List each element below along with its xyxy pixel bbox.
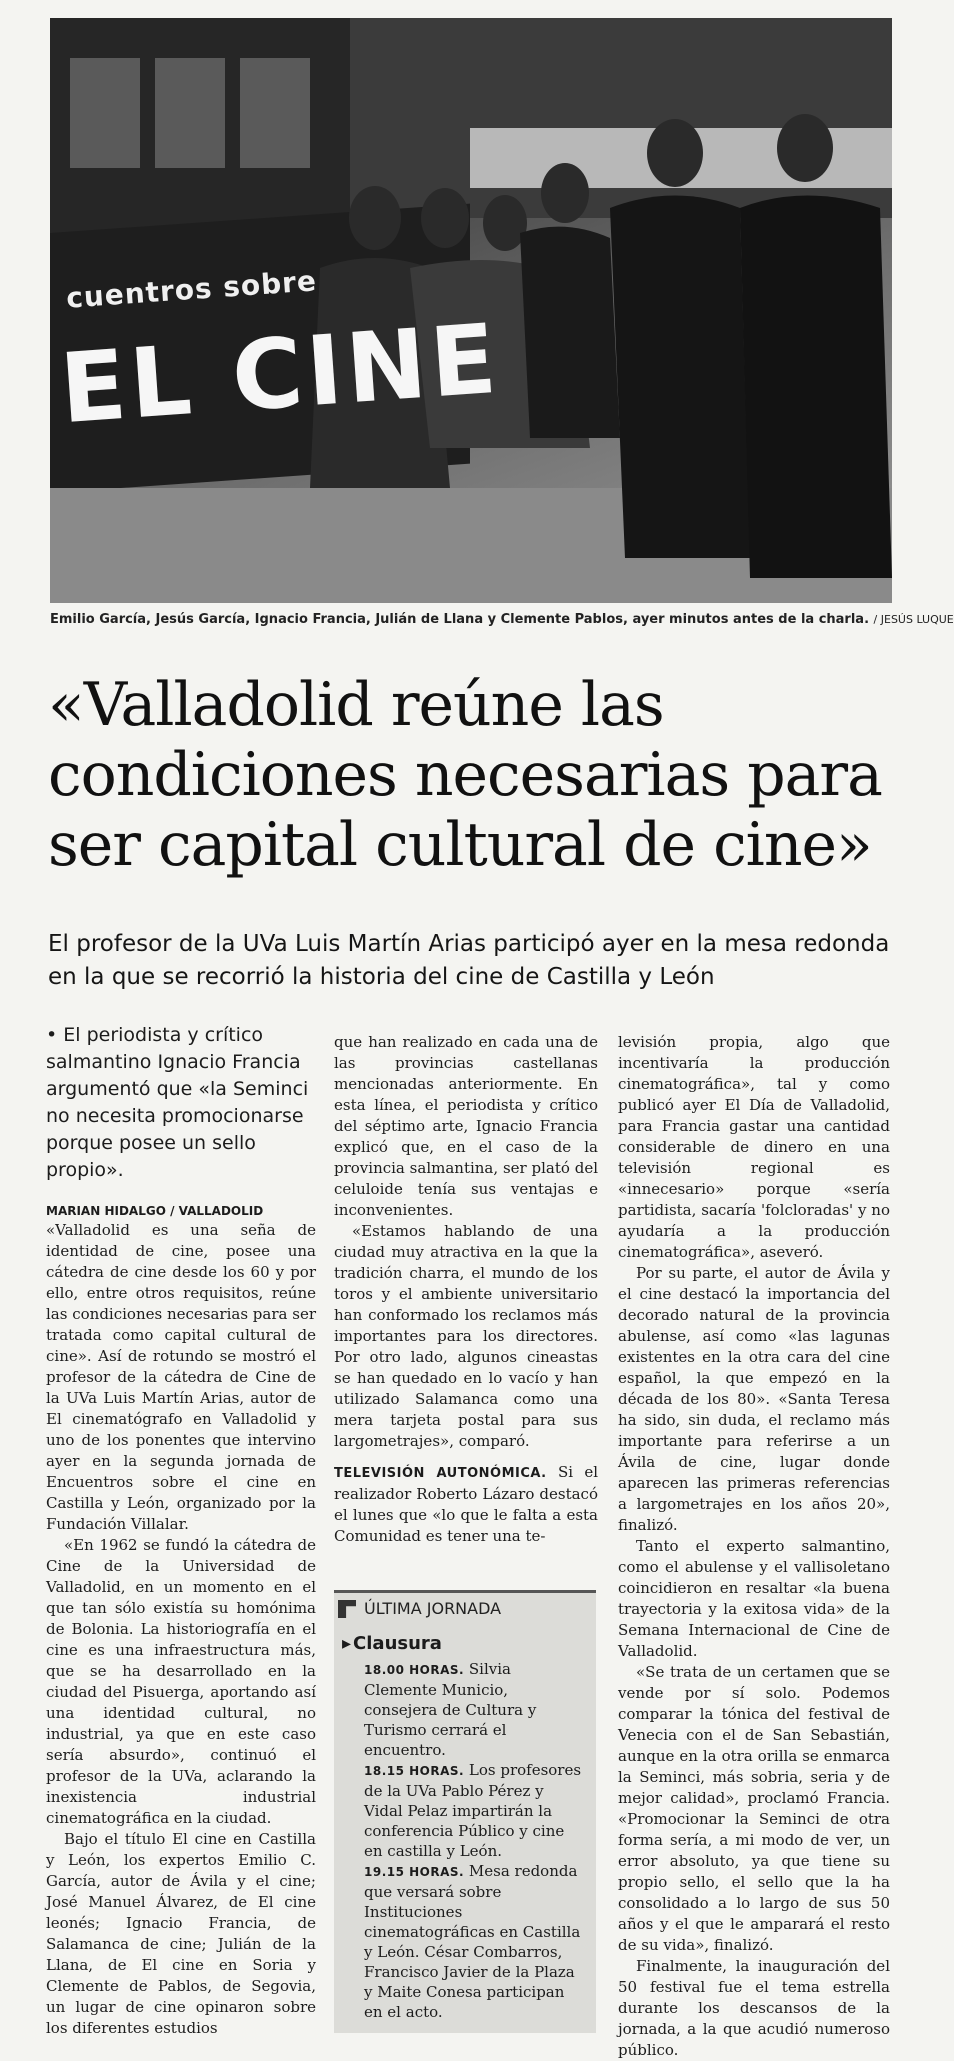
calendar-icon (338, 1600, 356, 1618)
schedule-text: Mesa redonda que versará sobre Instituciones cinematográficas en Castilla y León. César Combarros, Francisco Javier de la Plaza y Maite Conesa participan en el acto. (364, 1862, 581, 2021)
column-3 (618, 1032, 890, 2061)
photo-credit: / JESÚS LUQUE (873, 613, 954, 626)
paragraph: Por su parte, el autor de Ávila y el cine destacó la importancia del decorado natural de la provincia abulense, así como «las lagunas existentes en la otra cara del cine español, la que empezó en la década de los 80». «Santa Teresa ha sido, sin duda, el reclamo más importante para referirse a un Ávila de cine, lugar donde aparecen las primeras referencias a largometrajes en los años 20», finalizó. (618, 1264, 890, 1534)
column-1 (46, 1022, 316, 2039)
paragraph: «En 1962 se fundó la cátedra de Cine de la Universidad de Valladolid, en un momento en el que tan sólo existía su homónima de Bolonia. La historiografía en el cine es una infraestructura más, que se ha desarrollado en la ciudad del Pisuerga, aportando así una identidad cultural, no industrial, ya que en este caso sería absurdo», continuó el profesor de la UVa, aclarando la inexistencia industrial cinematográfica en la ciudad. (46, 1536, 316, 1827)
paragraph: levisión propia, algo que incentivaría la producción cinematográfica», tal y como publicó ayer El Día de Valladolid, para Francia gastar una cantidad considerable de dinero en una televisión regional es «innecesario» porque «sería partidista, sacaría 'folcloradas' y no ayudaría a la producción cinematográfica», aseveró. (618, 1033, 890, 1261)
schedule-item (364, 1861, 586, 2022)
paragraph: «Valladolid es una seña de identidad de cine, posee una cátedra de cine desde los 60 y por ello, entre otros requisitos, reúne las condiciones necesarias para ser tratada como capital cultural de cine». Así de rotundo se mostró el profesor de la cátedra de Cine de la UVa Luis Martín Arias, autor de El cinematógrafo en Valladolid y uno de los ponentes que intervino ayer en la segunda jornada de Encuentros sobre el cine en Castilla y León, organizado por la Fundación Villalar. (46, 1221, 316, 1533)
schedule-time: 18.00 HORAS. (364, 1663, 465, 1677)
lead-summary: • El periodista y crítico salmantino Ignacio Francia argumentó que «la Seminci no necesita promocionarse porque posee un sello propio». (46, 1024, 309, 1181)
photo-sign-large: EL CINE (56, 302, 504, 446)
schedule-item (364, 1760, 586, 1861)
paragraph: «Estamos hablando de una ciudad muy atractiva en la que la tradición charra, el mundo de los toros y el ambiente universitario han conformado los reclamos más importantes para los directores. Por otro lado, algunos cineastas se han quedado en lo vacío y han utilizado Salamanca como una mera tarjeta postal para sus largometrajes», comparó. (334, 1222, 598, 1450)
kicker-text: Si el realizador Roberto Lázaro destacó el lunes que «lo que le falta a esta Comunidad es tener una te- (334, 1463, 599, 1545)
schedule-text: Los profesores de la UVa Pablo Pérez y Vidal Pelaz impartirán la conferencia Público y cine en castilla y León. (364, 1761, 582, 1860)
paragraph-with-kicker (334, 1462, 598, 1547)
schedule-text: Silvia Clemente Municio, consejera de Cultura y Turismo cerrará el encuentro. (364, 1660, 537, 1759)
paragraph: «Se trata de un certamen que se vende por sí solo. Podemos comparar la tónica del festival de Venecia con el de San Sebastián, aunque en la otra orilla se enmarca la Seminci, más sobria, seria y de mejor calidad», proclamó Francia. «Promocionar la Seminci de otra forma sería, a mi modo de ver, un error absoluto, ya que tiene su propio sello, el sello que la ha consolidado a lo largo de sus 50 años y el que le amparará el resto de su vida», finalizó. (618, 1663, 890, 1954)
schedule-time: 18.15 HORAS. (364, 1764, 465, 1778)
schedule-time: 19.15 HORAS. (364, 1865, 465, 1879)
sidebar-subtitle: ▸ Clausura (342, 1633, 442, 1654)
sidebar-box (334, 1590, 596, 2033)
paragraph: Tanto el experto salmantino, como el abulense y el vallisoletano coincidieron en resaltar «la buena trayectoria y la exitosa vida» de la Semana Internacional de Cine de Valladolid. (618, 1537, 890, 1660)
column-2 (334, 1032, 598, 1547)
subheadline: El profesor de la UVa Luis Martín Arias participó ayer en la mesa redonda en la que se recorrió la historia del cine de Castilla y León (48, 931, 890, 990)
section-kicker: TELEVISIÓN AUTONÓMICA. (334, 1466, 547, 1481)
sidebar-title-text: ÚLTIMA JORNADA (364, 1599, 502, 1618)
caption-text: Emilio García, Jesús García, Ignacio Francia, Julián de Llana y Clemente Pablos, ayer minutos antes de la charla. (50, 612, 870, 627)
schedule-item (364, 1659, 586, 1760)
sidebar-title (334, 1597, 596, 1621)
paragraph: que han realizado en cada una de las provincias castellanas mencionadas anteriormente. En esta línea, el periodista y crítico del séptimo arte, Ignacio Francia explicó que, en el caso de la provincia salmantina, ser plató del celuloide tenía sus ventajas e inconvenientes. (334, 1033, 598, 1219)
paragraph: Bajo el título El cine en Castilla y León, los expertos Emilio C. García, autor de Ávila y el cine; José Manuel Álvarez, de El cine leonés; Ignacio Francia, de Salamanca de cine; Julián de la Llana, de El cine en Soria y Clemente de Pablos, de Segovia, un lugar de cine opinaron sobre los diferentes estudios (46, 1830, 316, 2037)
headline: «Valladolid reúne las condiciones necesarias para ser capital cultural de cine» (48, 670, 882, 880)
paragraph: Finalmente, la inauguración del 50 festival fue el tema estrella durante los descansos de la jornada, a la que acudió numeroso público. (618, 1957, 890, 2059)
photo-caption (50, 612, 954, 627)
sidebar-schedule (364, 1659, 586, 2022)
photo-sign-small: cuentros sobre (65, 264, 318, 315)
news-photo (50, 18, 892, 603)
byline: MARIAN HIDALGO / VALLADOLID (46, 1204, 264, 1218)
